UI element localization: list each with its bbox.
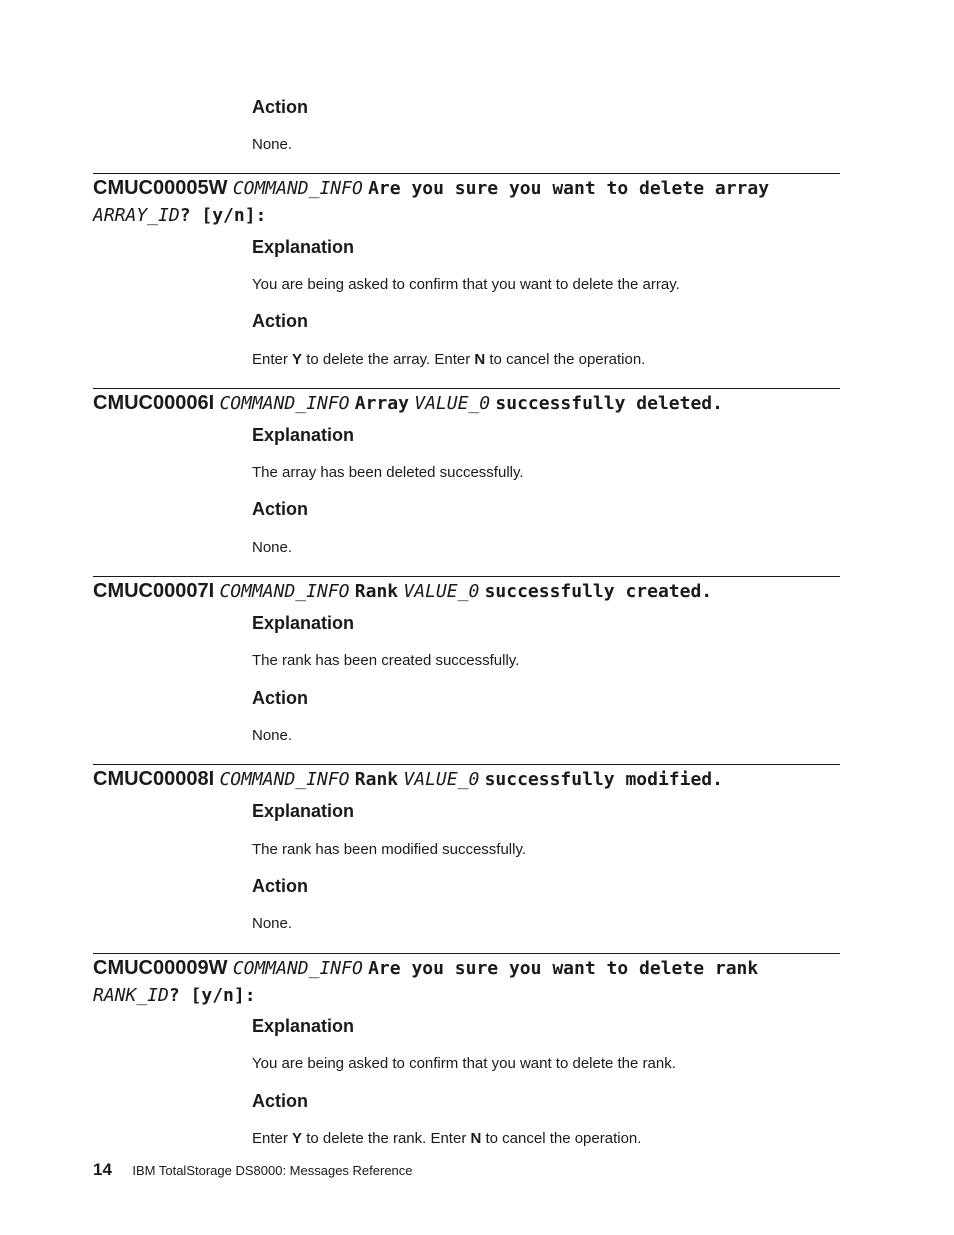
action-text: None. <box>252 727 293 744</box>
message-text: Are you sure you want to delete rank <box>368 958 759 979</box>
section-rule <box>93 388 840 389</box>
explanation-heading: Explanation <box>252 801 355 821</box>
message-variable: COMMAND_INFO <box>219 393 350 414</box>
message-id: CMUC00008I <box>93 768 215 790</box>
footer-title: IBM TotalStorage DS8000: Messages Reference <box>132 1163 413 1178</box>
message-text: Array <box>354 393 409 414</box>
section-rule <box>93 173 840 174</box>
message-heading <box>93 955 840 1009</box>
message-heading <box>93 766 840 793</box>
explanation-text: The rank has been created successfully. <box>252 652 520 669</box>
action-text: None. <box>252 539 293 556</box>
action-text-part: to delete the array. Enter <box>302 351 475 368</box>
explanation-heading: Explanation <box>252 237 355 257</box>
explanation-text: You are being asked to confirm that you want to delete the array. <box>252 276 680 293</box>
message-variable: VALUE_0 <box>403 581 480 602</box>
message-variable: VALUE_0 <box>403 769 480 790</box>
action-heading: Action <box>252 688 308 708</box>
message-variable: RANK_ID <box>93 985 169 1006</box>
page-footer <box>93 1160 413 1180</box>
action-text <box>252 350 645 370</box>
page-number: 14 <box>93 1160 112 1179</box>
message-text: successfully deleted. <box>495 393 723 414</box>
action-text-part: to cancel the operation. <box>481 1130 642 1147</box>
message-heading <box>93 390 840 417</box>
message-variable: VALUE_0 <box>414 393 491 414</box>
action-text-part: Enter <box>252 1130 293 1147</box>
explanation-text: You are being asked to confirm that you want to delete the rank. <box>252 1055 676 1072</box>
message-text: ? [y/n]: <box>168 985 256 1006</box>
section-rule <box>93 576 840 577</box>
action-text: None. <box>252 915 293 932</box>
explanation-heading: Explanation <box>252 425 355 445</box>
action-key-yes: Y <box>292 351 303 368</box>
message-id: CMUC00009W <box>93 957 228 979</box>
section-rule <box>93 953 840 954</box>
message-variable: ARRAY_ID <box>93 205 180 226</box>
explanation-text: The rank has been modified successfully. <box>252 841 527 858</box>
message-text: Are you sure you want to delete array <box>368 178 770 199</box>
action-heading: Action <box>252 499 308 519</box>
explanation-text: The array has been deleted successfully. <box>252 464 524 481</box>
action-text: None. <box>252 136 293 153</box>
message-variable: COMMAND_INFO <box>219 769 350 790</box>
message-text: successfully modified. <box>484 769 723 790</box>
message-variable: COMMAND_INFO <box>232 178 363 199</box>
message-id: CMUC00007I <box>93 580 215 602</box>
action-text-part: Enter <box>252 351 293 368</box>
message-id: CMUC00006I <box>93 392 215 414</box>
action-heading: Action <box>252 97 308 117</box>
section-rule <box>93 764 840 765</box>
message-heading <box>93 175 840 229</box>
message-id: CMUC00005W <box>93 177 228 199</box>
action-key-no: N <box>470 1130 482 1147</box>
explanation-heading: Explanation <box>252 1016 355 1036</box>
action-text <box>252 1129 641 1149</box>
action-key-no: N <box>474 351 486 368</box>
message-text: Rank <box>354 581 399 602</box>
message-heading <box>93 578 840 605</box>
message-text: Rank <box>354 769 399 790</box>
message-variable: COMMAND_INFO <box>219 581 350 602</box>
message-text: ? [y/n]: <box>179 205 267 226</box>
explanation-heading: Explanation <box>252 613 355 633</box>
action-heading: Action <box>252 876 308 896</box>
action-text-part: to cancel the operation. <box>485 351 646 368</box>
action-heading: Action <box>252 311 308 331</box>
action-heading: Action <box>252 1091 308 1111</box>
action-key-yes: Y <box>292 1130 303 1147</box>
action-text-part: to delete the rank. Enter <box>302 1130 471 1147</box>
message-variable: COMMAND_INFO <box>232 958 363 979</box>
message-text: successfully created. <box>484 581 713 602</box>
